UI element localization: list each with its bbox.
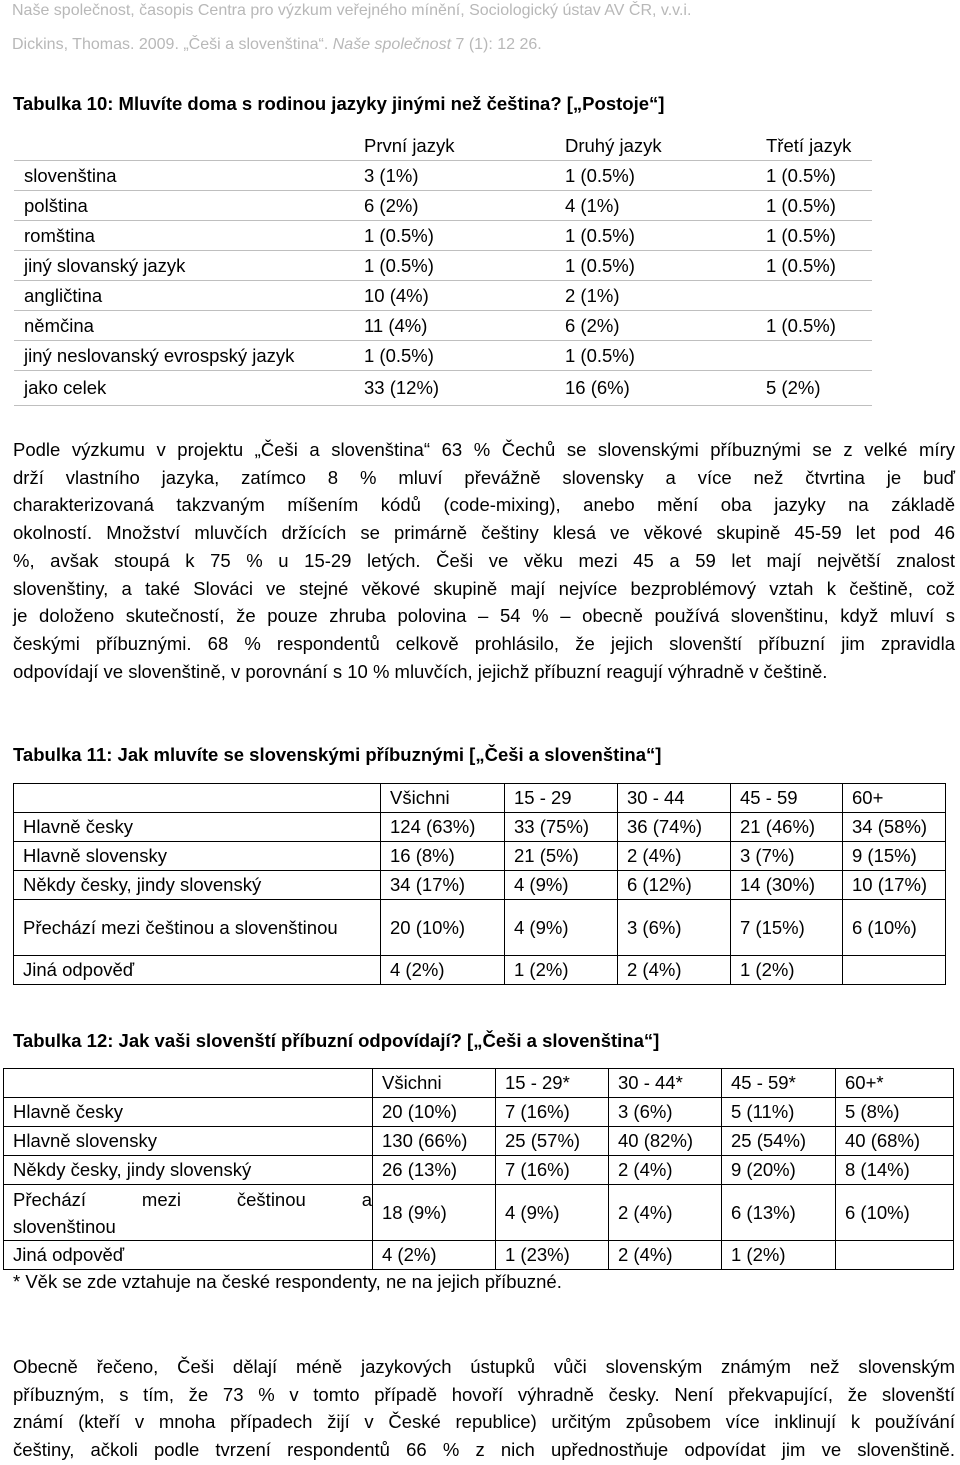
table-cell: 130 (66%)	[373, 1127, 496, 1156]
table-cell: 1 (23%)	[496, 1241, 609, 1270]
table-cell: 5 (11%)	[722, 1098, 836, 1127]
table-cell: jiný slovanský jazyk	[14, 251, 354, 281]
table10	[14, 131, 872, 406]
table-cell: Třetí jazyk	[756, 131, 872, 161]
table-cell: První jazyk	[354, 131, 555, 161]
table-cell: 15 - 29	[505, 784, 618, 813]
citation-line	[12, 36, 542, 54]
table-cell: Hlavně česky	[14, 813, 381, 842]
citation-text: Dickins, Thomas. 2009. „Češi a slovenština“.	[12, 36, 333, 53]
table-cell: 45 - 59	[731, 784, 843, 813]
table-row	[14, 191, 872, 221]
paragraph-2	[13, 1353, 955, 1464]
table-cell: Hlavně slovensky	[4, 1127, 373, 1156]
table-cell: Jiná odpověď	[14, 956, 381, 985]
paragraph-line: příbuzným, s tím, že 73 % v tomto případě hovoří výhradně česky. Není překvapující, že slovenští	[13, 1383, 955, 1405]
table-row	[14, 813, 946, 842]
table-cell: 18 (9%)	[373, 1185, 496, 1241]
table-row	[14, 221, 872, 251]
citation-issue: 7 (1): 12 26.	[451, 36, 542, 53]
table-cell: 40 (68%)	[836, 1127, 954, 1156]
table-cell	[14, 131, 354, 161]
table-cell: 16 (8%)	[381, 842, 505, 871]
table-cell: 20 (10%)	[373, 1098, 496, 1127]
table-cell: 1 (0.5%)	[756, 311, 872, 341]
table-cell: 9 (15%)	[843, 842, 946, 871]
table-cell: 20 (10%)	[381, 900, 505, 956]
table-cell: 2 (4%)	[618, 842, 731, 871]
table-cell: 33 (75%)	[505, 813, 618, 842]
table-cell: 3 (6%)	[618, 900, 731, 956]
table-cell: Hlavně česky	[4, 1098, 373, 1127]
table-row	[4, 1127, 954, 1156]
table-header-row	[4, 1069, 954, 1098]
table-cell: 1 (0.5%)	[756, 161, 872, 191]
table-cell	[843, 956, 946, 985]
table-cell: 21 (5%)	[505, 842, 618, 871]
table-cell: Jiná odpověď	[4, 1241, 373, 1270]
table-row	[14, 371, 872, 406]
table-cell: 6 (13%)	[722, 1185, 836, 1241]
table-cell: 7 (16%)	[496, 1156, 609, 1185]
table-cell: 40 (82%)	[609, 1127, 722, 1156]
table-cell: 4 (2%)	[381, 956, 505, 985]
paragraph-1	[13, 436, 955, 685]
table-cell: 124 (63%)	[381, 813, 505, 842]
table-cell: 1 (0.5%)	[756, 221, 872, 251]
table-cell: Někdy česky, jindy slovenský	[14, 871, 381, 900]
table-row	[14, 900, 946, 956]
table-cell: 1 (0.5%)	[354, 251, 555, 281]
table-cell: 10 (4%)	[354, 281, 555, 311]
table-cell: 8 (14%)	[836, 1156, 954, 1185]
table-cell: 1 (2%)	[505, 956, 618, 985]
table-cell: jiný neslovanský evrospský jazyk	[14, 341, 354, 371]
table-cell: 3 (6%)	[609, 1098, 722, 1127]
journal-name: Naše společnost	[332, 36, 452, 53]
table-cell	[4, 1185, 373, 1241]
table-cell: 14 (30%)	[731, 871, 843, 900]
table-cell: 1 (0.5%)	[555, 341, 756, 371]
table-cell: 25 (57%)	[496, 1127, 609, 1156]
table-cell: Všichni	[373, 1069, 496, 1098]
paragraph-line: českými příbuznými. 68 % respondentů celkově prohlásilo, že jejich slovenští příbuzní jim zpravidla	[13, 632, 955, 654]
table-cell: 1 (0.5%)	[555, 221, 756, 251]
table-cell: 2 (1%)	[555, 281, 756, 311]
table-cell: 1 (0.5%)	[756, 251, 872, 281]
paragraph-line: okolností. Množství mluvčích držících se primárně češtiny klesá ve věkové skupině 45-59 let pod 46	[13, 522, 955, 544]
table-cell: 4 (9%)	[496, 1185, 609, 1241]
table-cell: 2 (4%)	[618, 956, 731, 985]
table-header-row	[14, 784, 946, 813]
table-cell: 34 (58%)	[843, 813, 946, 842]
paragraph-line: Podle výzkumu v projektu „Češi a slovenština“ 63 % Čechů se slovenskými příbuznými se z velké míry	[13, 439, 955, 460]
table-cell: 4 (2%)	[373, 1241, 496, 1270]
table-cell: Hlavně slovensky	[14, 842, 381, 871]
table12-title: Tabulka 12: Jak vaši slovenští příbuzní odpovídají? [„Češi a slovenština“]	[13, 1030, 660, 1051]
paragraph-line: %, avšak stoupá k 75 % u 15-29 letých. Češi ve věku mezi 45 a 59 let mají největší znalost	[13, 549, 955, 571]
table-cell: 60+*	[836, 1069, 954, 1098]
table-row	[4, 1098, 954, 1127]
table-header-row	[14, 131, 872, 161]
table-cell: 26 (13%)	[373, 1156, 496, 1185]
table-cell: 1 (0.5%)	[354, 341, 555, 371]
table-row	[14, 251, 872, 281]
table-cell: jako celek	[14, 371, 354, 406]
table-cell: 1 (0.5%)	[756, 191, 872, 221]
table-cell: 2 (4%)	[609, 1185, 722, 1241]
table-cell: 45 - 59*	[722, 1069, 836, 1098]
table-row	[4, 1156, 954, 1185]
table-cell	[836, 1241, 954, 1270]
table-cell: 1 (0.5%)	[354, 221, 555, 251]
table-row	[4, 1185, 954, 1241]
table-cell: 11 (4%)	[354, 311, 555, 341]
table-cell: romština	[14, 221, 354, 251]
table-cell: Všichni	[381, 784, 505, 813]
table12-footnote: * Věk se zde vztahuje na české respondenty, ne na jejich příbuzné.	[13, 1271, 562, 1292]
table-cell: němčina	[14, 311, 354, 341]
paragraph-line: charakterizovaná takzvaným míšením kódů (code-mixing), anebo mění oba jazyky na základě	[13, 494, 955, 516]
source-line: Naše společnost, časopis Centra pro výzkum veřejného mínění, Sociologický ústav AV ČR, v.v.i.	[12, 2, 692, 19]
table-cell: Přechází mezi češtinou a slovenštinou	[14, 900, 381, 956]
paragraph-line: odpovídají ve slovenštině, v porovnání s 10 % mluvčích, jejichž příbuzní reagují výhradně v češtině.	[13, 660, 828, 682]
paragraph-line: Obecně řečeno, Češi dělají méně jazykových ústupků vůči slovenským známým než slovenským	[13, 1356, 955, 1377]
table-cell: 4 (9%)	[505, 871, 618, 900]
table-cell: 2 (4%)	[609, 1241, 722, 1270]
table-cell: 3 (1%)	[354, 161, 555, 191]
table-cell: Druhý jazyk	[555, 131, 756, 161]
cell-line: Přechází mezi češtinou a	[13, 1188, 372, 1210]
table-cell: 10 (17%)	[843, 871, 946, 900]
table-cell: polština	[14, 191, 354, 221]
paragraph-line: slovenštiny, a také Slováci ve stejné věkové skupině mají nejvíce bezproblémový vztah k češtině, což	[13, 577, 955, 599]
table-cell	[756, 341, 872, 371]
table-cell: 5 (2%)	[756, 371, 872, 406]
table-cell: 5 (8%)	[836, 1098, 954, 1127]
table-cell: 1 (0.5%)	[555, 251, 756, 281]
table-cell: 34 (17%)	[381, 871, 505, 900]
table-cell: 3 (7%)	[731, 842, 843, 871]
table-cell	[756, 281, 872, 311]
table-cell: 25 (54%)	[722, 1127, 836, 1156]
paragraph-line: drží vlastního jazyka, zatímco 8 % mluví převážně slovensky a více než čtvrtina je buď	[13, 466, 955, 488]
table-cell: 6 (12%)	[618, 871, 731, 900]
table12	[3, 1068, 954, 1270]
table-cell: 1 (2%)	[722, 1241, 836, 1270]
table-cell: slovenština	[14, 161, 354, 191]
table-cell: 60+	[843, 784, 946, 813]
table-cell: 36 (74%)	[618, 813, 731, 842]
table11-title: Tabulka 11: Jak mluvíte se slovenskými příbuznými [„Češi a slovenština“]	[13, 744, 662, 765]
table10-title: Tabulka 10: Mluvíte doma s rodinou jazyky jinými než čeština? [„Postoje“]	[13, 93, 665, 114]
paragraph-line: známí (kteří v mnoha případech žijí v České republice) určitým způsobem více inklinují k používání	[13, 1411, 955, 1433]
table-row	[14, 161, 872, 191]
table-row	[14, 281, 872, 311]
table-cell	[14, 784, 381, 813]
table-row	[14, 956, 946, 985]
table-cell: 2 (4%)	[609, 1156, 722, 1185]
table-row	[4, 1241, 954, 1270]
table-cell: 6 (2%)	[354, 191, 555, 221]
table-cell: angličtina	[14, 281, 354, 311]
table-cell: 9 (20%)	[722, 1156, 836, 1185]
cell-line: slovenštinou	[13, 1215, 116, 1237]
table-cell: 7 (16%)	[496, 1098, 609, 1127]
table11	[13, 783, 946, 985]
table-cell: 33 (12%)	[354, 371, 555, 406]
table-cell: 15 - 29*	[496, 1069, 609, 1098]
paragraph-line: je doloženo skutečností, že pouze zhruba polovina – 54 % – obecně používá slovenštinu, když mluví s	[13, 605, 955, 627]
table-cell: 7 (15%)	[731, 900, 843, 956]
table-cell	[4, 1069, 373, 1098]
table-cell: 6 (2%)	[555, 311, 756, 341]
table-cell: 6 (10%)	[836, 1185, 954, 1241]
table-row	[14, 341, 872, 371]
table-cell: 4 (1%)	[555, 191, 756, 221]
table-cell: 6 (10%)	[843, 900, 946, 956]
table-cell: 30 - 44	[618, 784, 731, 813]
table-row	[14, 842, 946, 871]
table-cell: 1 (2%)	[731, 956, 843, 985]
table-cell: 4 (9%)	[505, 900, 618, 956]
table-cell: 21 (46%)	[731, 813, 843, 842]
table-cell: 16 (6%)	[555, 371, 756, 406]
table-cell: Někdy česky, jindy slovenský	[4, 1156, 373, 1185]
table-cell: 1 (0.5%)	[555, 161, 756, 191]
paragraph-line: češtiny, ačkoli podle tvrzení respondentů 66 % z nich upřednostňuje odpovídat jim ve slovenštině.	[13, 1439, 955, 1461]
table-row	[14, 311, 872, 341]
table-cell: 30 - 44*	[609, 1069, 722, 1098]
table-row	[14, 871, 946, 900]
